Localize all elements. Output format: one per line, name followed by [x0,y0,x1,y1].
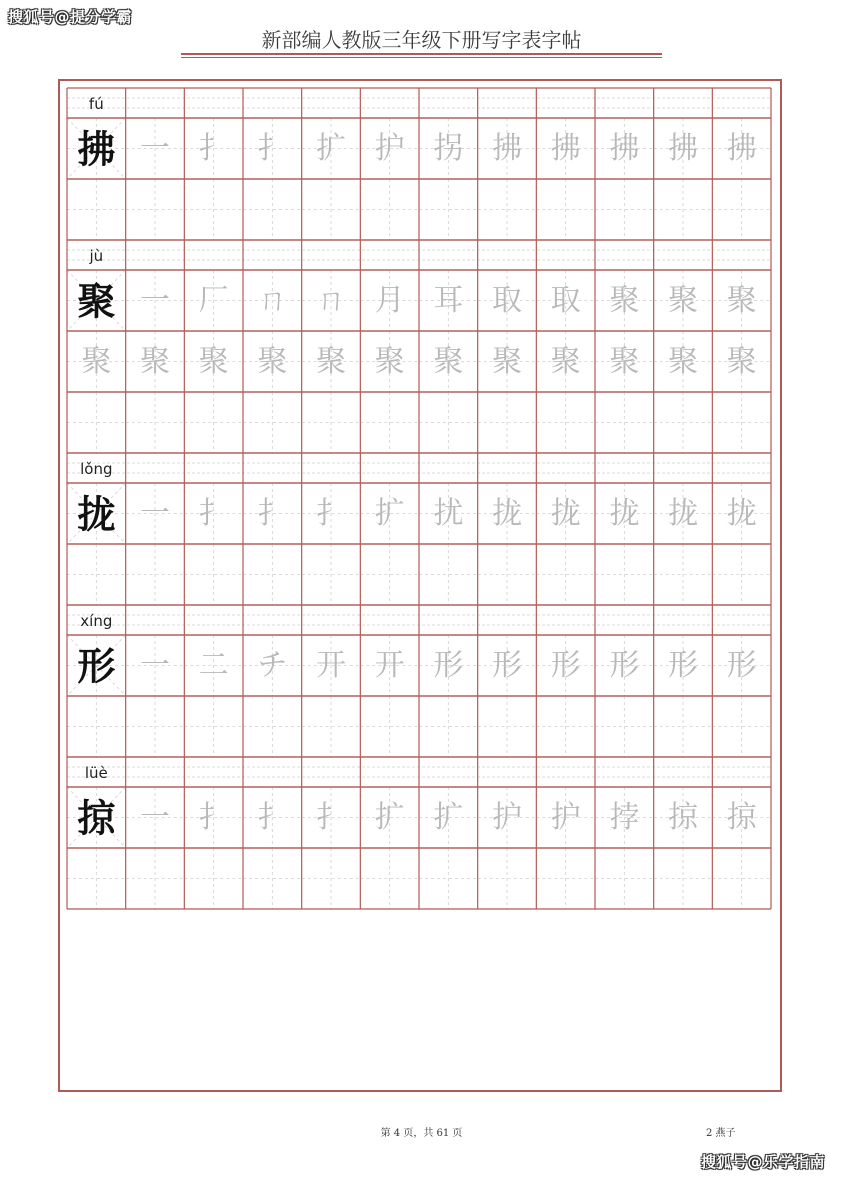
model-character: 掠 [77,796,116,841]
stroke-order-step: 聚 [726,283,757,318]
trace-character: 聚 [492,344,522,379]
stroke-order-step: 拢 [550,496,581,531]
stroke-order-step: 拂 [668,131,698,166]
stroke-order-step: 形 [726,648,757,683]
title-underline [181,53,662,55]
stroke-order-step: 扩 [433,800,464,835]
stroke-order-step: 形 [433,648,464,683]
pinyin-label: jù [89,247,104,265]
stroke-order-step: 扌 [257,800,288,835]
stroke-order-step: 拢 [726,496,757,531]
stroke-order-step: 拂 [492,131,522,166]
stroke-order-step: 月 [374,283,405,318]
pinyin-label: lǒng [80,460,113,478]
model-character: 拂 [77,127,116,172]
page-number: 第 4 页，共 61 页 [380,1128,463,1139]
stroke-order-step: ㄇ [316,283,346,318]
trace-character: 聚 [81,344,112,379]
stroke-order-step: 护 [550,800,581,835]
stroke-order-step: 扌 [257,496,288,531]
pinyin-label: lüè [84,764,108,782]
trace-character: 聚 [550,344,581,379]
watermark-bottom: 搜狐号@乐学指南 [700,1153,825,1171]
stroke-order-step: 一 [140,800,170,835]
trace-character: 聚 [609,344,640,379]
stroke-order-step: 掠 [668,800,698,835]
stroke-order-step: 拐 [433,131,464,166]
watermark-top: 搜狐号@提分学霸 [8,8,133,26]
tianzige-grid [58,79,782,1092]
stroke-order-step: 护 [374,131,405,166]
model-character: 形 [77,644,116,689]
stroke-order-step: 形 [550,648,581,683]
stroke-order-step: 扌 [316,496,346,531]
stroke-order-step: 拢 [492,496,522,531]
page-title: 新部编人教版三年级下册写字表字帖 [261,28,582,52]
stroke-order-step: チ [257,648,288,683]
outer-frame [59,80,781,1091]
stroke-order-step: 开 [316,648,346,683]
stroke-order-step: 拂 [726,131,757,166]
stroke-order-step: 拂 [550,131,581,166]
trace-character: 聚 [316,344,346,379]
stroke-order-step: 扌 [257,131,288,166]
stroke-order-step: 拢 [668,496,698,531]
stroke-order-step: 拂 [609,131,640,166]
stroke-order-step: 护 [492,800,522,835]
stroke-order-step: 扌 [198,800,229,835]
model-character: 聚 [77,279,116,324]
stroke-order-step: 厂 [198,283,229,318]
lesson-label: 2 燕子 [706,1128,736,1139]
practice-sheet [58,79,782,1092]
trace-character: 聚 [198,344,229,379]
stroke-order-step: 形 [492,648,522,683]
stroke-order-step: 挬 [609,800,640,835]
stroke-order-step: 一 [140,648,170,683]
pinyin-label: xíng [80,612,113,630]
trace-character: 聚 [140,344,170,379]
stroke-order-step: 一 [140,131,170,166]
stroke-order-step: 取 [550,283,581,318]
pinyin-label: fú [88,95,104,113]
trace-character: 聚 [668,344,698,379]
trace-character: 聚 [374,344,405,379]
trace-character: 聚 [257,344,288,379]
stroke-order-step: 一 [140,496,170,531]
model-character: 拢 [77,492,116,537]
stroke-order-step: 扌 [198,131,229,166]
stroke-order-step: 形 [668,648,698,683]
stroke-order-step: 一 [140,283,170,318]
stroke-order-step: 二 [198,648,229,683]
stroke-order-step: 掠 [726,800,757,835]
stroke-order-step: 耳 [433,283,464,318]
stroke-order-step: 扩 [374,800,405,835]
stroke-order-step: 形 [609,648,640,683]
stroke-order-step: 扌 [198,496,229,531]
stroke-order-step: 扩 [374,496,405,531]
stroke-order-step: 聚 [668,283,698,318]
stroke-order-step: 扰 [433,496,464,531]
title-underline-thin [181,57,662,58]
stroke-order-step: 扩 [316,131,346,166]
stroke-order-step: 开 [374,648,405,683]
trace-character: 聚 [433,344,464,379]
stroke-order-step: ㄇ [257,283,288,318]
stroke-order-step: 聚 [609,283,640,318]
stroke-order-step: 取 [492,283,522,318]
stroke-order-step: 拢 [609,496,640,531]
stroke-order-step: 扌 [316,800,346,835]
trace-character: 聚 [726,344,757,379]
